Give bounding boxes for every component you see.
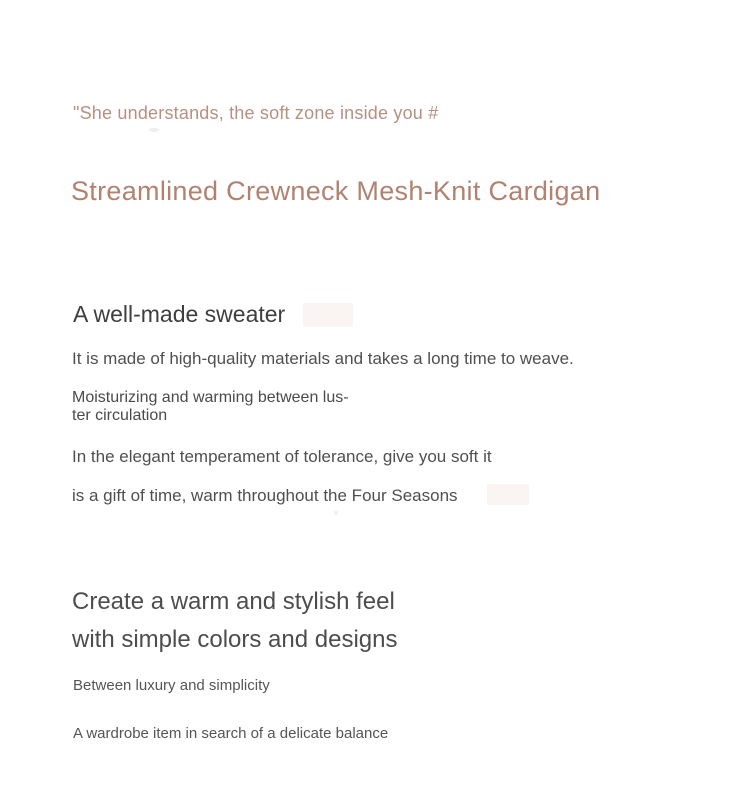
style-subline-wardrobe: A wardrobe item in search of a delicate balance [73, 725, 389, 742]
quality-line-moisturizing [72, 389, 349, 424]
style-section-heading [72, 583, 398, 659]
ghost-smudge [149, 128, 159, 132]
ghost-highlight [487, 484, 529, 505]
quality-line-elegant: In the elegant temperament of tolerance, give you soft it [72, 447, 492, 466]
quality-line-materials: It is made of high-quality materials and takes a long time to weave. [72, 349, 574, 368]
ghost-smudge [334, 511, 338, 515]
style-subline-luxury: Between luxury and simplicity [73, 677, 270, 694]
quality-line-moisturizing-row2: ter circulation [72, 406, 168, 424]
product-title: Streamlined Crewneck Mesh-Knit Cardigan [71, 176, 601, 206]
style-heading-row1: Create a warm and stylish feel [72, 588, 395, 615]
style-heading-row2: with simple colors and designs [72, 626, 398, 653]
quality-section-heading: A well-made sweater [73, 301, 286, 327]
quality-line-moisturizing-row1: Moisturizing and warming between lus- [72, 389, 349, 406]
ghost-highlight [303, 303, 353, 327]
product-tagline: "She understands, the soft zone inside you # [73, 103, 439, 123]
quality-line-gift-of-time: is a gift of time, warm throughout the Four Seasons [72, 486, 458, 505]
